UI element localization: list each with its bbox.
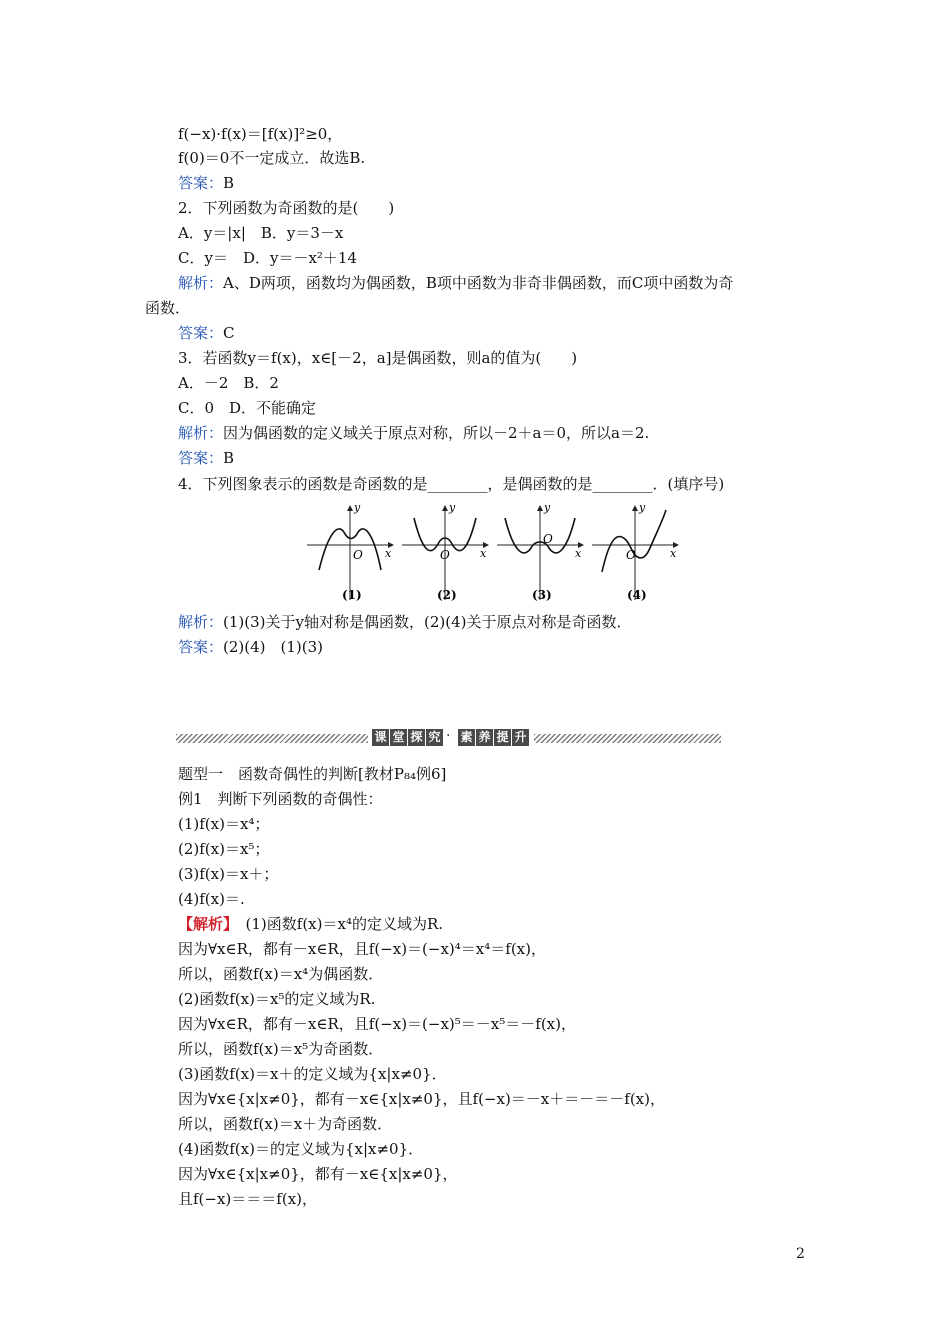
curve: [602, 510, 666, 572]
question-3-options-ab: A．－2 B．2: [178, 374, 279, 392]
text-line: f(−x)·f(x)＝[f(x)]²≥0，: [178, 125, 343, 143]
analysis-line: [178, 612, 631, 632]
analysis-line: [178, 423, 649, 443]
y-label: y: [449, 501, 456, 514]
solution-line: (4)函数f(x)＝的定义域为{x|x≠0}．: [178, 1140, 424, 1158]
graph-label: (4): [627, 588, 647, 602]
answer-line: [178, 323, 235, 343]
answer-value: C: [223, 324, 235, 342]
question-3: 3．若函数y＝f(x)，x∈[－2，a]是偶函数，则a的值为( ): [178, 349, 578, 367]
banner-char: 素: [458, 729, 475, 746]
answer-line: [178, 448, 234, 468]
x-label: x: [575, 547, 582, 560]
graph-label: (1): [342, 588, 362, 602]
solution-line: 因为∀x∈{x|x≠0}，都有－x∈{x|x≠0}，: [178, 1165, 458, 1183]
banner-char: 探: [408, 729, 425, 746]
question-2: 2．下列函数为奇函数的是( ): [178, 199, 395, 217]
solution-text: (1)函数f(x)＝x⁴的定义域为R.: [230, 915, 444, 933]
analysis-line: [178, 273, 733, 293]
analysis-text: (1)(3)关于y轴对称是偶函数，(2)(4)关于原点对称是奇函数．: [223, 613, 632, 631]
answer-value: B: [223, 449, 235, 467]
answer-line: [178, 173, 234, 193]
section-title: 题型一 函数奇偶性的判断[教材P₈₄例6]: [178, 765, 447, 783]
solution-line: 所以，函数f(x)＝x⁴为偶函数．: [178, 965, 384, 983]
banner-char: 课: [372, 729, 389, 746]
problem-item: (2)f(x)＝x⁵；: [178, 840, 270, 858]
graph-1: [307, 501, 393, 602]
analysis-label: 解析：: [178, 613, 224, 631]
x-label: x: [385, 547, 392, 560]
example-title: 例1 判断下列函数的奇偶性：: [178, 790, 383, 808]
graph-4: [592, 501, 678, 602]
solution-line: 所以，函数f(x)＝x⁵为奇函数．: [178, 1040, 384, 1058]
problem-item: (4)f(x)＝.: [178, 890, 245, 908]
origin-label: O: [440, 548, 450, 562]
solution-line: 且f(−x)＝＝＝f(x)，: [178, 1190, 317, 1208]
analysis-label: 解析：: [178, 424, 224, 442]
answer-label: 答案：: [178, 174, 224, 192]
solution-line: [178, 914, 443, 934]
graph-3: [497, 501, 583, 602]
origin-label: O: [626, 548, 636, 562]
graph-label: (3): [532, 588, 552, 602]
problem-item: (1)f(x)＝x⁴；: [178, 815, 270, 833]
graph-label: (2): [437, 588, 457, 602]
banner-hatch-left: [176, 734, 368, 743]
x-label: x: [480, 547, 487, 560]
banner-dot: ·: [446, 728, 451, 744]
text-line: f(0)＝0不一定成立．故选B.: [178, 149, 366, 167]
banner-char: 升: [512, 729, 529, 746]
solution-line: (2)函数f(x)＝x⁵的定义域为R.: [178, 990, 376, 1008]
y-label: y: [544, 501, 551, 514]
y-label: y: [354, 501, 361, 514]
answer-label: 答案：: [178, 449, 224, 467]
x-label: x: [670, 547, 677, 560]
question-4: 4．下列图象表示的函数是奇函数的是________，是偶函数的是________．(填序号): [178, 475, 725, 493]
answer-line: [178, 637, 323, 657]
analysis-text: A、D两项，函数均为偶函数，B项中函数为非奇非偶函数，而C项中函数为奇: [223, 274, 734, 292]
problem-item: (3)f(x)＝x＋；: [178, 865, 279, 883]
solution-line: 所以，函数f(x)＝x＋为奇函数．: [178, 1115, 393, 1133]
question-2-options-ab: A．y＝|x| B．y＝3－x: [178, 224, 344, 242]
y-label: y: [639, 501, 646, 514]
answer-value: (2)(4) (1)(3): [223, 638, 324, 656]
solution-line: 因为∀x∈R，都有－x∈R，且f(−x)＝(−x)⁵＝－x⁵＝－f(x)，: [178, 1015, 576, 1033]
solution-line: 因为∀x∈R，都有－x∈R，且f(−x)＝(−x)⁴＝x⁴＝f(x)，: [178, 940, 546, 958]
graph-2: [402, 501, 488, 602]
origin-label: O: [353, 548, 363, 562]
origin-label: O: [543, 532, 553, 546]
banner-hatch-right: [534, 734, 721, 743]
banner-char: 提: [494, 729, 511, 746]
answer-label: 答案：: [178, 324, 224, 342]
banner-char: 养: [476, 729, 493, 746]
question-3-options-cd: C．0 D．不能确定: [178, 399, 317, 417]
answer-label: 答案：: [178, 638, 224, 656]
analysis-text: 因为偶函数的定义域关于原点对称，所以－2＋a＝0，所以a＝2.: [223, 424, 650, 442]
solution-tag: 【解析】: [178, 915, 231, 933]
banner-char: 堂: [390, 729, 407, 746]
function-graphs: [305, 500, 685, 605]
banner-char: 究: [426, 729, 443, 746]
question-2-options-cd: C．y＝ D．y＝－x²＋14: [178, 249, 358, 267]
solution-line: 因为∀x∈{x|x≠0}，都有－x∈{x|x≠0}，且f(−x)＝－x＋＝－＝－f(x)，: [178, 1090, 665, 1108]
answer-value: B: [223, 174, 235, 192]
section-banner: [176, 728, 721, 748]
analysis-continued: 函数．: [145, 299, 191, 317]
analysis-label: 解析：: [178, 274, 224, 292]
solution-line: (3)函数f(x)＝x＋的定义域为{x|x≠0}．: [178, 1065, 447, 1083]
page-number: 2: [796, 1246, 805, 1262]
